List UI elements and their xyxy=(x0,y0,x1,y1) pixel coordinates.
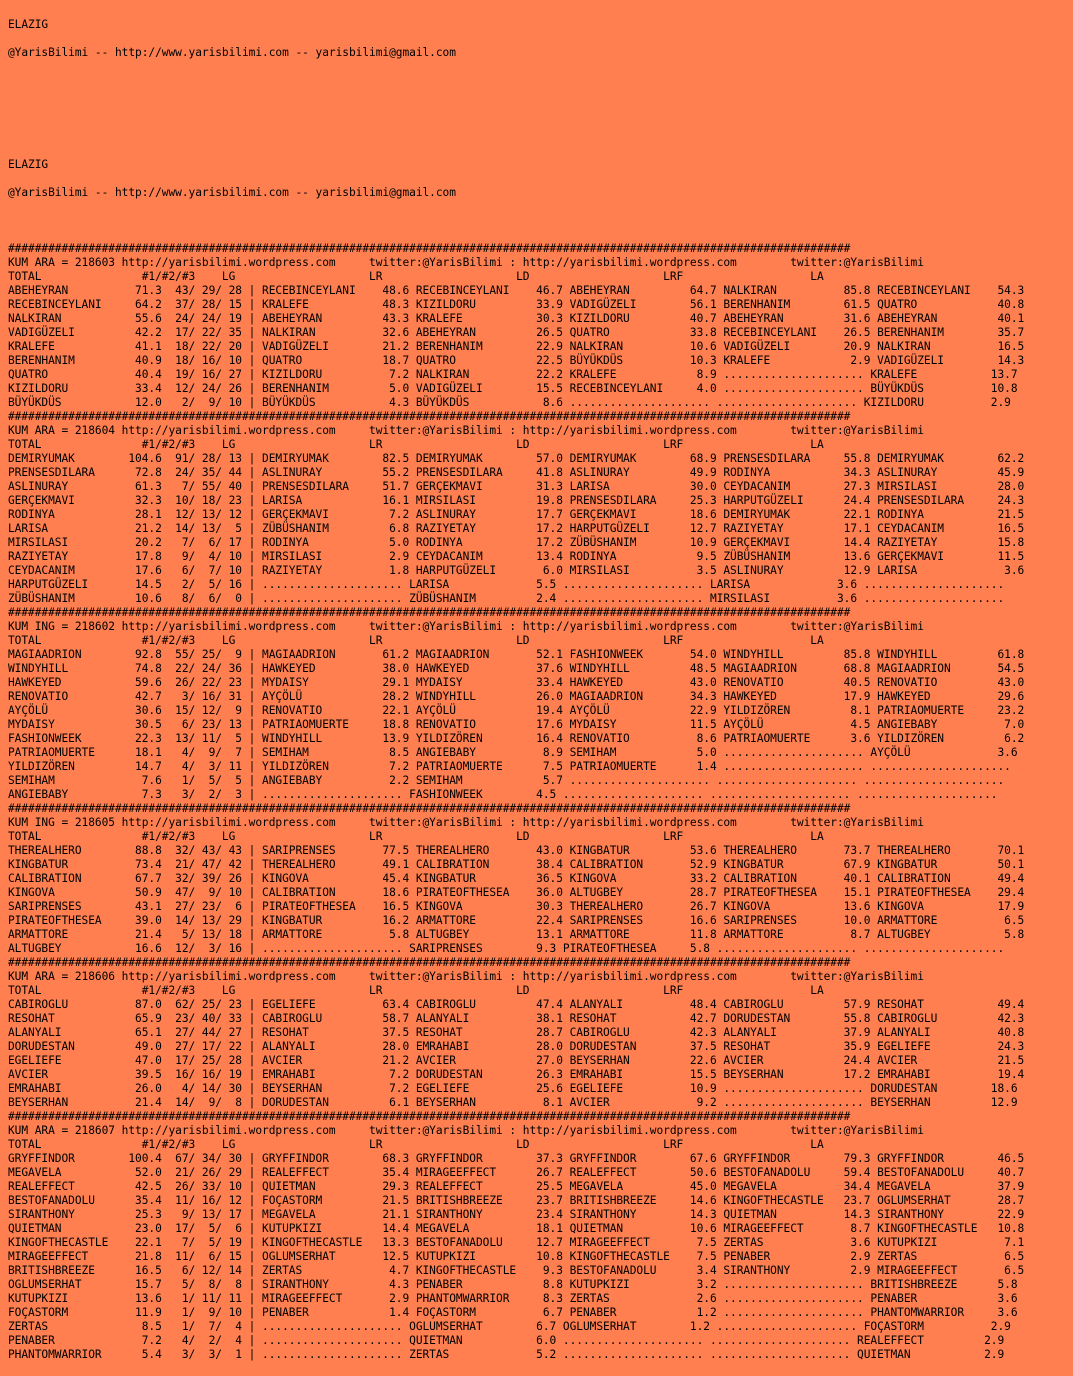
table-row: KIZILDORU 33.4 12/ 24/ 26 | BERENHANIM 5.0 VADIGÜZELI 15.5 RECEBINCEYLANI 4.0 ..................... BÜYÜKDÜS 10.8 xyxy=(8,382,1018,395)
table-row: BRITISHBREEZE 16.5 6/ 12/ 14 | ZERTAS 4.7 KINGOFTHECASTLE 9.3 BESTOFANADOLU 3.4 SIRANTHONY 2.9 MIRAGEEFFECT 6.5 xyxy=(8,1264,1025,1277)
table-row: MIRAGEEFFECT 21.8 11/ 6/ 15 | OGLUMSERHAT 12.5 KUTUPKIZI 10.8 KINGOFTHECASTLE 7.5 PENABER 2.9 ZERTAS 6.5 xyxy=(8,1250,1025,1263)
section-title: KUM ING = 218602 http://yarisbilimi.wordpress.com twitter:@YarisBilimi : http://yarisbilimi.wordpress.com twitter:@YarisBilimi xyxy=(8,620,924,633)
race-section xyxy=(8,1110,1073,1362)
table-row: ALANYALI 65.1 27/ 44/ 27 | RESOHAT 37.5 RESOHAT 28.7 CABIROGLU 42.3 ALANYALI 37.9 ALANYALI 40.8 xyxy=(8,1026,1025,1039)
section-title: KUM ING = 218605 http://yarisbilimi.wordpress.com twitter:@YarisBilimi : http://yarisbilimi.wordpress.com twitter:@YarisBilimi xyxy=(8,816,924,829)
table-row: SIRANTHONY 25.3 9/ 13/ 17 | MEGAVELA 21.1 SIRANTHONY 23.4 SIRANTHONY 14.3 QUIETMAN 14.3 SIRANTHONY 22.9 xyxy=(8,1208,1025,1221)
table-row: ARMATTORE 21.4 5/ 13/ 18 | ARMATTORE 5.8 ALTUGBEY 13.1 ARMATTORE 11.8 ARMATTORE 8.7 ALTUGBEY 5.8 xyxy=(8,928,1025,941)
column-header: TOTAL #1/#2/#3 LG LR LD LRF LA xyxy=(8,830,824,843)
table-row: OGLUMSERHAT 15.7 5/ 8/ 8 | SIRANTHONY 4.3 PENABER 8.8 KUTUPKIZI 3.2 ..................... BRITISHBREEZE 5.8 xyxy=(8,1278,1018,1291)
header-title: ELAZIG xyxy=(8,18,49,31)
column-header: TOTAL #1/#2/#3 LG LR LD LRF LA xyxy=(8,438,824,451)
table-row: SEMIHAM 7.6 1/ 5/ 5 | ANGIEBABY 2.2 SEMIHAM 5.7 ..................... ..................... ..................... xyxy=(8,774,1005,787)
table-row: PRENSESDILARA 72.8 24/ 35/ 44 | ASLINURAY 55.2 PRENSESDILARA 41.8 ASLINURAY 49.9 RODINYA 34.3 ASLINURAY 45.9 xyxy=(8,466,1025,479)
table-row: FOÇASTORM 11.9 1/ 9/ 10 | PENABER 1.4 FOÇASTORM 6.7 PENABER 1.2 ..................... PHANTOMWARRIOR 3.6 xyxy=(8,1306,1018,1319)
table-row: ASLINURAY 61.3 7/ 55/ 40 | PRENSESDILARA 51.7 GERÇEKMAVI 31.3 LARISA 30.0 CEYDACANIM 27.3 MIRSILASI 28.0 xyxy=(8,480,1025,493)
table-row: KRALEFE 41.1 18/ 22/ 20 | VADIGÜZELI 21.2 BERENHANIM 22.9 NALKIRAN 10.6 VADIGÜZELI 20.9 NALKIRAN 16.5 xyxy=(8,340,1025,353)
race-section xyxy=(8,242,1073,410)
table-row: PHANTOMWARRIOR 5.4 3/ 3/ 1 | ..................... ZERTAS 5.2 ..................... ..................... QUIETMAN 2.9 xyxy=(8,1348,1005,1361)
table-row: YILDIZÖREN 14.7 4/ 3/ 11 | YILDIZÖREN 7.2 PATRIAOMUERTE 7.5 PATRIAOMUERTE 1.4 ..................... ..................... xyxy=(8,760,1011,773)
section-separator: ############################################################################################################################## xyxy=(8,242,851,255)
table-row: ZERTAS 8.5 1/ 7/ 4 | ..................... OGLUMSERHAT 6.7 OGLUMSERHAT 1.2 ..................... FOÇASTORM 2.9 xyxy=(8,1320,1011,1333)
table-row: VADIGÜZELI 42.2 17/ 22/ 35 | NALKIRAN 32.6 ABEHEYRAN 26.5 QUATRO 33.8 RECEBINCEYLANI 26.5 BERENHANIM 35.7 xyxy=(8,326,1025,339)
table-row: ABEHEYRAN 71.3 43/ 29/ 28 | RECEBINCEYLANI 48.6 RECEBINCEYLANI 46.7 ABEHEYRAN 64.7 NALKIRAN 85.8 RECEBINCEYLANI 54.3 xyxy=(8,284,1025,297)
table-row: BESTOFANADOLU 35.4 11/ 16/ 12 | FOÇASTORM 21.5 BRITISHBREEZE 23.7 BRITISHBREEZE 14.6 KINGOFTHECASTLE 23.7 OGLUMSERHAT 28.7 xyxy=(8,1194,1025,1207)
table-row: CALIBRATION 67.7 32/ 39/ 26 | KINGOVA 45.4 KINGBATUR 36.5 KINGOVA 33.2 CALIBRATION 40.1 CALIBRATION 49.4 xyxy=(8,872,1025,885)
table-row: WINDYHILL 74.8 22/ 24/ 36 | HAWKEYED 38.0 HAWKEYED 37.6 WINDYHILL 48.5 MAGIAADRION 68.8 MAGIAADRION 54.5 xyxy=(8,662,1025,675)
table-row: KINGOVA 50.9 47/ 9/ 10 | CALIBRATION 18.6 PIRATEOFTHESEA 36.0 ALTUGBEY 28.7 PIRATEOFTHESEA 15.1 PIRATEOFTHESEA 29.4 xyxy=(8,886,1025,899)
section-title: KUM ARA = 218607 http://yarisbilimi.wordpress.com twitter:@YarisBilimi : http://yarisbilimi.wordpress.com twitter:@YarisBilimi xyxy=(8,1124,924,1137)
table-row: KINGOFTHECASTLE 22.1 7/ 5/ 19 | KINGOFTHECASTLE 13.3 BESTOFANADOLU 12.7 MIRAGEEFFECT 7.5 ZERTAS 3.6 KUTUPKIZI 7.1 xyxy=(8,1236,1025,1249)
section-title: KUM ARA = 218603 http://yarisbilimi.wordpress.com twitter:@YarisBilimi : http://yarisbilimi.wordpress.com twitter:@YarisBilimi xyxy=(8,256,924,269)
table-row: DEMIRYUMAK 104.6 91/ 28/ 13 | DEMIRYUMAK 82.5 DEMIRYUMAK 57.0 DEMIRYUMAK 68.9 PRENSESDILARA 55.8 DEMIRYUMAK 62.2 xyxy=(8,452,1025,465)
table-row: BERENHANIM 40.9 18/ 16/ 10 | QUATRO 18.7 QUATRO 22.5 BÜYÜKDÜS 10.3 KRALEFE 2.9 VADIGÜZELI 14.3 xyxy=(8,354,1025,367)
blank-line xyxy=(8,102,1073,116)
header-title-repeat: ELAZIG xyxy=(8,158,49,171)
table-row: RESOHAT 65.9 23/ 40/ 33 | CABIROGLU 58.7 ALANYALI 38.1 RESOHAT 42.7 DORUDESTAN 55.8 CABIROGLU 42.3 xyxy=(8,1012,1025,1025)
race-sections xyxy=(8,242,1073,1362)
table-row: PATRIAOMUERTE 18.1 4/ 9/ 7 | SEMIHAM 8.5 ANGIEBABY 8.9 SEMIHAM 5.0 ..................... AYÇÖLÜ 3.6 xyxy=(8,746,1018,759)
race-section xyxy=(8,956,1073,1110)
header-info: @YarisBilimi -- http://www.yarisbilimi.com -- yarisbilimi@gmail.com xyxy=(8,46,456,59)
table-row: KUTUPKIZI 13.6 1/ 11/ 11 | MIRAGEEFFECT 2.9 PHANTOMWARRIOR 8.3 ZERTAS 2.6 ..................... PENABER 3.6 xyxy=(8,1292,1018,1305)
blank-line xyxy=(8,130,1073,144)
column-header: TOTAL #1/#2/#3 LG LR LD LRF LA xyxy=(8,1138,824,1151)
header-info-repeat: @YarisBilimi -- http://www.yarisbilimi.com -- yarisbilimi@gmail.com xyxy=(8,186,456,199)
table-row: FASHIONWEEK 22.3 13/ 11/ 5 | WINDYHILL 13.9 YILDIZÖREN 16.4 RENOVATIO 8.6 PATRIAOMUERTE 3.6 YILDIZÖREN 6.2 xyxy=(8,732,1025,745)
table-row: RECEBINCEYLANI 64.2 37/ 28/ 15 | KRALEFE 48.3 KIZILDORU 33.9 VADIGÜZELI 56.1 BERENHANIM 61.5 QUATRO 40.8 xyxy=(8,298,1025,311)
race-section xyxy=(8,410,1073,606)
table-row: NALKIRAN 55.6 24/ 24/ 19 | ABEHEYRAN 43.3 KRALEFE 30.3 KIZILDORU 40.7 ABEHEYRAN 31.6 ABEHEYRAN 40.1 xyxy=(8,312,1025,325)
column-header: TOTAL #1/#2/#3 LG LR LD LRF LA xyxy=(8,270,824,283)
table-row: PENABER 7.2 4/ 2/ 4 | ..................... QUIETMAN 6.0 ..................... ..................... REALEFFECT 2.9 xyxy=(8,1334,1005,1347)
blank-line xyxy=(8,214,1073,228)
table-row: RAZIYETAY 17.8 9/ 4/ 10 | MIRSILASI 2.9 CEYDACANIM 13.4 RODINYA 9.5 ZÜBÜSHANIM 13.6 GERÇEKMAVI 11.5 xyxy=(8,550,1025,563)
table-row: MIRSILASI 20.2 7/ 6/ 17 | RODINYA 5.0 RODINYA 17.2 ZÜBÜSHANIM 10.9 GERÇEKMAVI 14.4 RAZIYETAY 15.8 xyxy=(8,536,1025,549)
table-row: HARPUTGÜZELI 14.5 2/ 5/ 16 | ..................... LARISA 5.5 ..................... LARISA 3.6 ..................... xyxy=(8,578,1005,591)
race-section xyxy=(8,802,1073,956)
table-row: PIRATEOFTHESEA 39.0 14/ 13/ 29 | KINGBATUR 16.2 ARMATTORE 22.4 SARIPRENSES 16.6 SARIPRENSES 10.0 ARMATTORE 6.5 xyxy=(8,914,1025,927)
section-separator: ############################################################################################################################## xyxy=(8,410,851,423)
section-title: KUM ARA = 218604 http://yarisbilimi.wordpress.com twitter:@YarisBilimi : http://yarisbilimi.wordpress.com twitter:@YarisBilimi xyxy=(8,424,924,437)
table-row: AVCIER 39.5 16/ 16/ 19 | EMRAHABI 7.2 DORUDESTAN 26.3 EMRAHABI 15.5 BEYSERHAN 17.2 EMRAHABI 19.4 xyxy=(8,1068,1025,1081)
table-row: CEYDACANIM 17.6 6/ 7/ 10 | RAZIYETAY 1.8 HARPUTGÜZELI 6.0 MIRSILASI 3.5 ASLINURAY 12.9 LARISA 3.6 xyxy=(8,564,1025,577)
table-row: CABIROGLU 87.0 62/ 25/ 23 | EGELIEFE 63.4 CABIROGLU 47.4 ALANYALI 48.4 CABIROGLU 57.9 RESOHAT 49.4 xyxy=(8,998,1025,1011)
table-row: HAWKEYED 59.6 26/ 22/ 23 | MYDAISY 29.1 MYDAISY 33.4 HAWKEYED 43.0 RENOVATIO 40.5 RENOVATIO 43.0 xyxy=(8,676,1025,689)
table-row: GRYFFINDOR 100.4 67/ 34/ 30 | GRYFFINDOR 68.3 GRYFFINDOR 37.3 GRYFFINDOR 67.6 GRYFFINDOR 79.3 GRYFFINDOR 46.5 xyxy=(8,1152,1025,1165)
section-separator: ############################################################################################################################## xyxy=(8,1110,851,1123)
table-row: THEREALHERO 88.8 32/ 43/ 43 | SARIPRENSES 77.5 THEREALHERO 43.0 KINGBATUR 53.6 THEREALHERO 73.7 THEREALHERO 70.1 xyxy=(8,844,1025,857)
table-row: MYDAISY 30.5 6/ 23/ 13 | PATRIAOMUERTE 18.8 RENOVATIO 17.6 MYDAISY 11.5 AYÇÖLÜ 4.5 ANGIEBABY 7.0 xyxy=(8,718,1025,731)
section-separator: ############################################################################################################################## xyxy=(8,956,851,969)
table-row: RENOVATIO 42.7 3/ 16/ 31 | AYÇÖLÜ 28.2 WINDYHILL 26.0 MAGIAADRION 34.3 HAWKEYED 17.9 HAWKEYED 29.6 xyxy=(8,690,1025,703)
table-row: BEYSERHAN 21.4 14/ 9/ 8 | DORUDESTAN 6.1 BEYSERHAN 8.1 AVCIER 9.2 ..................... BEYSERHAN 12.9 xyxy=(8,1096,1018,1109)
section-separator: ############################################################################################################################## xyxy=(8,802,851,815)
table-row: AYÇÖLÜ 30.6 15/ 12/ 9 | RENOVATIO 22.1 AYÇÖLÜ 19.4 AYÇÖLÜ 22.9 YILDIZÖREN 8.1 PATRIAOMUERTE 23.2 xyxy=(8,704,1025,717)
race-section xyxy=(8,606,1073,802)
blank-line xyxy=(8,74,1073,88)
table-row: GERÇEKMAVI 32.3 10/ 18/ 23 | LARISA 16.1 MIRSILASI 19.8 PRENSESDILARA 25.3 HARPUTGÜZELI 24.4 PRENSESDILARA 24.3 xyxy=(8,494,1025,507)
table-row: SARIPRENSES 43.1 27/ 23/ 6 | PIRATEOFTHESEA 16.5 KINGOVA 30.3 THEREALHERO 26.7 KINGOVA 13.6 KINGOVA 17.9 xyxy=(8,900,1025,913)
table-row: REALEFFECT 42.5 26/ 33/ 10 | QUIETMAN 29.3 REALEFFECT 25.5 MEGAVELA 45.0 MEGAVELA 34.4 MEGAVELA 37.9 xyxy=(8,1180,1025,1193)
column-header: TOTAL #1/#2/#3 LG LR LD LRF LA xyxy=(8,984,824,997)
section-separator: ############################################################################################################################## xyxy=(8,606,851,619)
table-row: MAGIAADRION 92.8 55/ 25/ 9 | MAGIAADRION 61.2 MAGIAADRION 52.1 FASHIONWEEK 54.0 WINDYHILL 85.8 WINDYHILL 61.8 xyxy=(8,648,1025,661)
table-row: QUATRO 40.4 19/ 16/ 27 | KIZILDORU 7.2 NALKIRAN 22.2 KRALEFE 8.9 ..................... KRALEFE 13.7 xyxy=(8,368,1018,381)
table-row: ZÜBÜSHANIM 10.6 8/ 6/ 0 | ..................... ZÜBÜSHANIM 2.4 ..................... MIRSILASI 3.6 ..................... xyxy=(8,592,1005,605)
table-row: KINGBATUR 73.4 21/ 47/ 42 | THEREALHERO 49.1 CALIBRATION 38.4 CALIBRATION 52.9 KINGBATUR 67.9 KINGBATUR 50.1 xyxy=(8,858,1025,871)
table-row: QUIETMAN 23.0 17/ 5/ 6 | KUTUPKIZI 14.4 MEGAVELA 18.1 QUIETMAN 10.6 MIRAGEEFFECT 8.7 KINGOFTHECASTLE 10.8 xyxy=(8,1222,1025,1235)
column-header: TOTAL #1/#2/#3 LG LR LD LRF LA xyxy=(8,634,824,647)
table-row: EMRAHABI 26.0 4/ 14/ 30 | BEYSERHAN 7.2 EGELIEFE 25.6 EGELIEFE 10.9 ..................... DORUDESTAN 18.6 xyxy=(8,1082,1018,1095)
table-row: BÜYÜKDÜS 12.0 2/ 9/ 10 | BÜYÜKDÜS 4.3 BÜYÜKDÜS 8.6 ..................... ..................... KIZILDORU 2.9 xyxy=(8,396,1011,409)
table-row: LARISA 21.2 14/ 13/ 5 | ZÜBÜSHANIM 6.8 RAZIYETAY 17.2 HARPUTGÜZELI 12.7 RAZIYETAY 17.1 CEYDACANIM 16.5 xyxy=(8,522,1025,535)
table-row: RODINYA 28.1 12/ 13/ 12 | GERÇEKMAVI 7.2 ASLINURAY 17.7 GERÇEKMAVI 18.6 DEMIRYUMAK 22.1 RODINYA 21.5 xyxy=(8,508,1025,521)
table-row: DORUDESTAN 49.0 27/ 17/ 22 | ALANYALI 28.0 EMRAHABI 28.0 DORUDESTAN 37.5 RESOHAT 35.9 EGELIEFE 24.3 xyxy=(8,1040,1025,1053)
section-title: KUM ARA = 218606 http://yarisbilimi.wordpress.com twitter:@YarisBilimi : http://yarisbilimi.wordpress.com twitter:@YarisBilimi xyxy=(8,970,924,983)
table-row: ALTUGBEY 16.6 12/ 3/ 16 | ..................... SARIPRENSES 9.3 PIRATEOFTHESEA 5.8 ..................... ..................... xyxy=(8,942,1005,955)
table-row: ANGIEBABY 7.3 3/ 2/ 3 | ..................... FASHIONWEEK 4.5 ..................... ..................... ..................... xyxy=(8,788,998,801)
table-row: EGELIEFE 47.0 17/ 25/ 28 | AVCIER 21.2 AVCIER 27.0 BEYSERHAN 22.6 AVCIER 24.4 AVCIER 21.5 xyxy=(8,1054,1025,1067)
table-row: MEGAVELA 52.0 21/ 26/ 29 | REALEFFECT 35.4 MIRAGEEFFECT 26.7 REALEFFECT 50.6 BESTOFANADOLU 59.4 BESTOFANADOLU 40.7 xyxy=(8,1166,1025,1179)
